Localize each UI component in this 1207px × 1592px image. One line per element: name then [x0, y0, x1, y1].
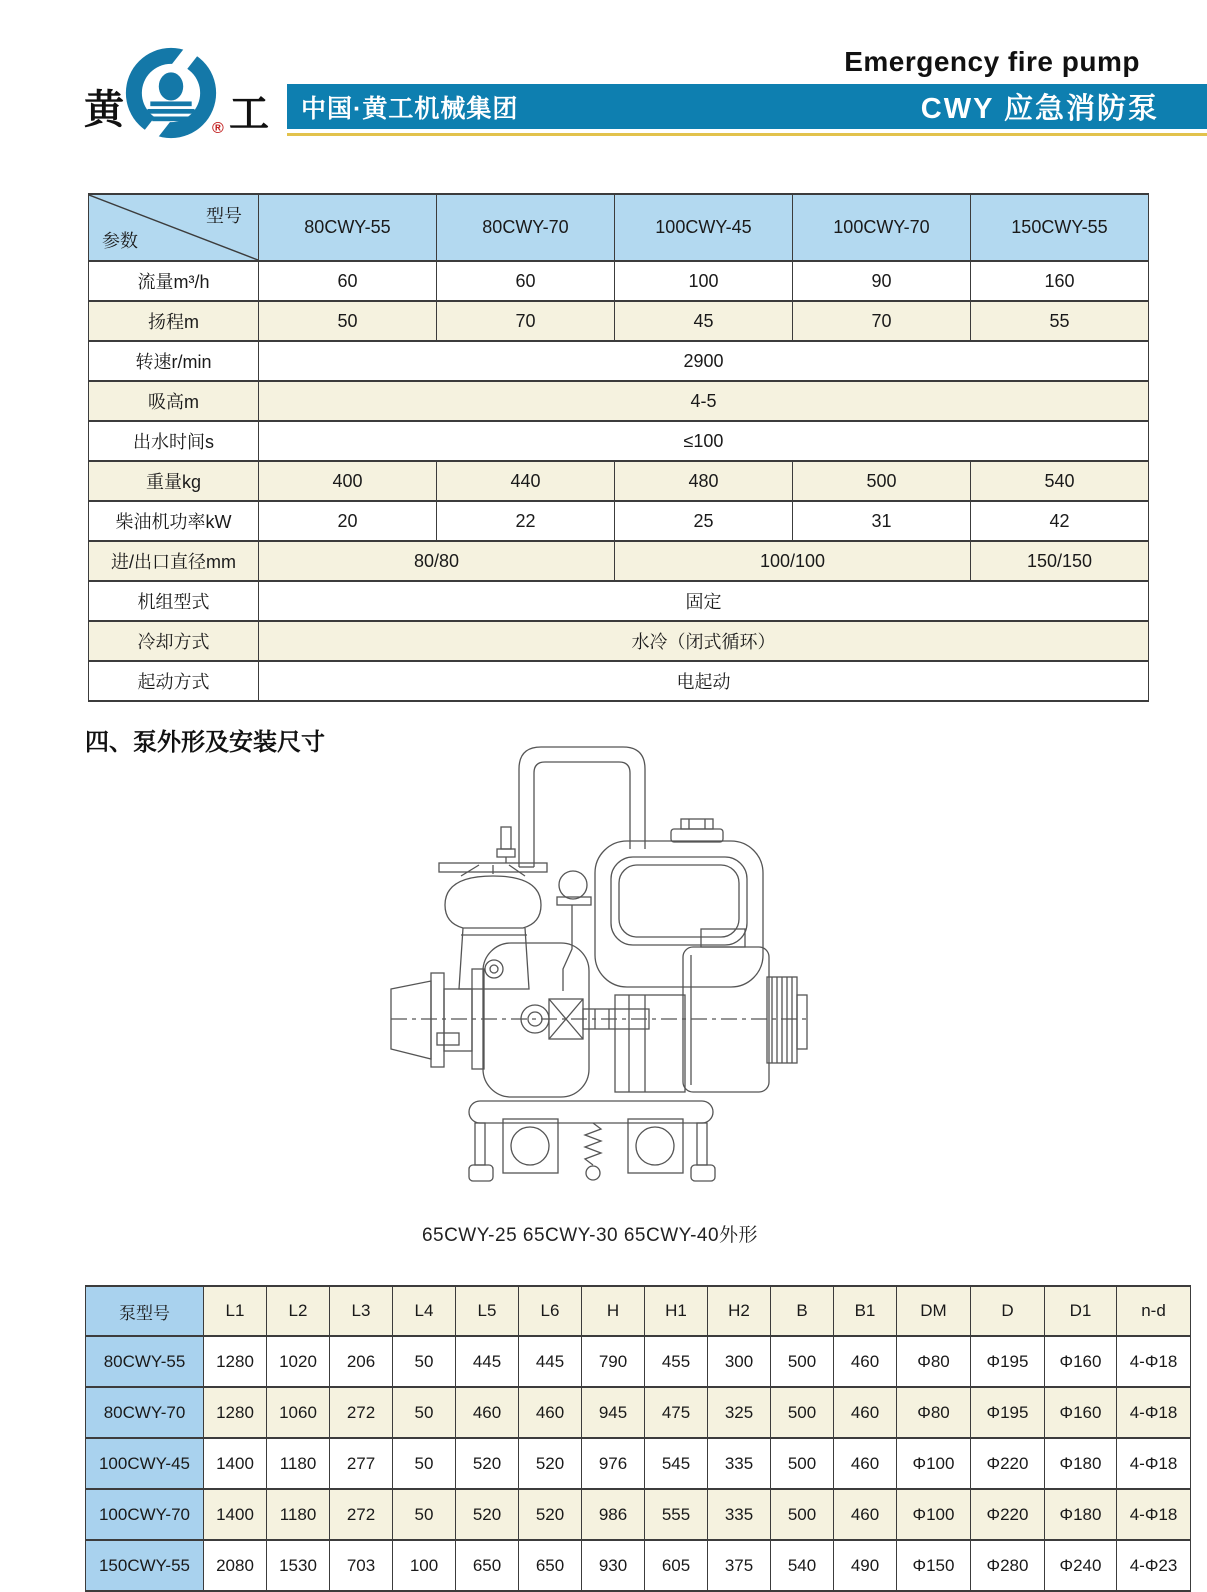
spec-value-cell: 80/80: [259, 541, 615, 581]
dim-column-header: L6: [519, 1286, 582, 1336]
dim-value-cell: 1530: [267, 1540, 330, 1591]
dim-value-cell: 460: [834, 1336, 897, 1387]
dim-value-cell: 500: [771, 1438, 834, 1489]
spec-value-cell: 2900: [259, 341, 1149, 381]
dim-value-cell: 50: [393, 1336, 456, 1387]
dim-value-cell: Φ160: [1045, 1387, 1117, 1438]
dim-value-cell: Φ220: [971, 1438, 1045, 1489]
spec-value-cell: 150/150: [971, 541, 1149, 581]
dim-value-cell: 1400: [204, 1489, 267, 1540]
spec-value-cell: 50: [259, 301, 437, 341]
dim-value-cell: 520: [519, 1438, 582, 1489]
dim-column-header: DM: [897, 1286, 971, 1336]
dim-value-cell: 2080: [204, 1540, 267, 1591]
corner-label-model: 型号: [206, 206, 242, 226]
logo-left-char: 黄: [84, 88, 124, 132]
corner-label-param: 参数: [102, 231, 138, 251]
pump-drawing: [383, 737, 815, 1185]
dim-value-cell: Φ180: [1045, 1489, 1117, 1540]
dim-value-cell: 650: [519, 1540, 582, 1591]
spec-value-cell: 500: [793, 461, 971, 501]
dim-value-cell: 445: [456, 1336, 519, 1387]
spec-row-label: 流量m³/h: [89, 261, 259, 301]
spec-row-label: 冷却方式: [89, 621, 259, 661]
dim-value-cell: Φ80: [897, 1336, 971, 1387]
dim-column-header: L2: [267, 1286, 330, 1336]
dim-value-cell: 4-Φ18: [1117, 1336, 1191, 1387]
dim-value-cell: 50: [393, 1489, 456, 1540]
dim-value-cell: 1280: [204, 1336, 267, 1387]
dim-value-cell: 976: [582, 1438, 645, 1489]
spec-row-label: 扬程m: [89, 301, 259, 341]
dim-value-cell: 1060: [267, 1387, 330, 1438]
dim-value-cell: 460: [456, 1387, 519, 1438]
spec-value-cell: ≤100: [259, 421, 1149, 461]
dim-row: [86, 1438, 1191, 1489]
spec-row: [89, 621, 1149, 661]
dim-column-header: D: [971, 1286, 1045, 1336]
dim-value-cell: 445: [519, 1336, 582, 1387]
dim-column-header: H: [582, 1286, 645, 1336]
spec-model-header: 100CWY-70: [793, 194, 971, 261]
spec-value-cell: 480: [615, 461, 793, 501]
spec-row-label: 柴油机功率kW: [89, 501, 259, 541]
dim-value-cell: Φ220: [971, 1489, 1045, 1540]
dim-value-cell: 500: [771, 1489, 834, 1540]
page-title-chinese: CWY 应急消防泵: [920, 93, 1159, 125]
logo-right-char: 工: [229, 92, 269, 136]
dim-column-header: B: [771, 1286, 834, 1336]
dim-value-cell: 520: [456, 1438, 519, 1489]
spec-value-cell: 60: [259, 261, 437, 301]
gold-divider: [287, 133, 1207, 136]
dim-value-cell: 1020: [267, 1336, 330, 1387]
dim-column-header: L1: [204, 1286, 267, 1336]
spec-value-cell: 70: [793, 301, 971, 341]
header-banner: [287, 84, 1207, 129]
spec-value-cell: 电起动: [259, 661, 1149, 701]
company-name: 中国·黄工机械集团: [301, 94, 519, 123]
spec-corner-cell: [89, 194, 259, 261]
dim-value-cell: Φ195: [971, 1387, 1045, 1438]
spec-value-cell: 90: [793, 261, 971, 301]
dim-model-cell: 100CWY-70: [86, 1489, 204, 1540]
dim-header-row: [86, 1286, 1191, 1336]
dim-value-cell: 520: [456, 1489, 519, 1540]
dim-value-cell: 790: [582, 1336, 645, 1387]
spec-model-header: 100CWY-45: [615, 194, 793, 261]
spec-value-cell: 20: [259, 501, 437, 541]
dim-value-cell: Φ195: [971, 1336, 1045, 1387]
spec-row-label: 重量kg: [89, 461, 259, 501]
spec-value-cell: 4-5: [259, 381, 1149, 421]
dim-value-cell: 1180: [267, 1438, 330, 1489]
dim-value-cell: 4-Φ23: [1117, 1540, 1191, 1591]
dim-value-cell: Φ100: [897, 1489, 971, 1540]
spec-value-cell: 42: [971, 501, 1149, 541]
dim-column-header: L5: [456, 1286, 519, 1336]
dim-value-cell: Φ150: [897, 1540, 971, 1591]
figure-caption: 65CWY-25 65CWY-30 65CWY-40外形: [421, 1225, 759, 1246]
dim-value-cell: 500: [771, 1387, 834, 1438]
dim-column-header: H2: [708, 1286, 771, 1336]
spec-value-cell: 25: [615, 501, 793, 541]
spec-value-cell: 160: [971, 261, 1149, 301]
dim-value-cell: Φ240: [1045, 1540, 1117, 1591]
spec-value-cell: 45: [615, 301, 793, 341]
dim-value-cell: 4-Φ18: [1117, 1438, 1191, 1489]
dim-value-cell: 1180: [267, 1489, 330, 1540]
spec-row: [89, 421, 1149, 461]
dim-value-cell: Φ280: [971, 1540, 1045, 1591]
dim-value-cell: 475: [645, 1387, 708, 1438]
spec-row-label: 转速r/min: [89, 341, 259, 381]
dim-value-cell: 460: [834, 1489, 897, 1540]
spec-table: [88, 193, 1149, 702]
dim-value-cell: 100: [393, 1540, 456, 1591]
dim-value-cell: 272: [330, 1489, 393, 1540]
spec-value-cell: 60: [437, 261, 615, 301]
dim-column-header: L3: [330, 1286, 393, 1336]
spec-value-cell: 固定: [259, 581, 1149, 621]
spec-row: [89, 661, 1149, 701]
dim-value-cell: 277: [330, 1438, 393, 1489]
dim-value-cell: 325: [708, 1387, 771, 1438]
dim-value-cell: 460: [834, 1438, 897, 1489]
spec-row: [89, 261, 1149, 301]
dim-value-cell: 335: [708, 1489, 771, 1540]
spec-model-header: 150CWY-55: [971, 194, 1149, 261]
spec-value-cell: 400: [259, 461, 437, 501]
dim-value-cell: Φ180: [1045, 1438, 1117, 1489]
dim-value-cell: 460: [834, 1387, 897, 1438]
dim-value-cell: 272: [330, 1387, 393, 1438]
dimension-table: [85, 1285, 1191, 1592]
section-title: 四、泵外形及安装尺寸: [85, 729, 325, 756]
dim-value-cell: 605: [645, 1540, 708, 1591]
dim-column-header: D1: [1045, 1286, 1117, 1336]
spec-value-cell: 55: [971, 301, 1149, 341]
dim-value-cell: 1400: [204, 1438, 267, 1489]
spec-row-label: 吸高m: [89, 381, 259, 421]
dim-value-cell: 930: [582, 1540, 645, 1591]
pump-outline-figure: [383, 737, 815, 1185]
dim-value-cell: 540: [771, 1540, 834, 1591]
registered-trademark-icon: ®: [212, 120, 224, 137]
dim-value-cell: 300: [708, 1336, 771, 1387]
dim-value-cell: Φ80: [897, 1387, 971, 1438]
spec-row-label: 出水时间s: [89, 421, 259, 461]
dim-row: [86, 1336, 1191, 1387]
dim-value-cell: 50: [393, 1438, 456, 1489]
dim-model-cell: 80CWY-70: [86, 1387, 204, 1438]
spec-value-cell: 水冷（闭式循环）: [259, 621, 1149, 661]
dim-model-cell: 150CWY-55: [86, 1540, 204, 1591]
dim-value-cell: 50: [393, 1387, 456, 1438]
dim-value-cell: 490: [834, 1540, 897, 1591]
dim-value-cell: 650: [456, 1540, 519, 1591]
spec-value-cell: 100/100: [615, 541, 971, 581]
spec-model-header: 80CWY-55: [259, 194, 437, 261]
dim-value-cell: 1280: [204, 1387, 267, 1438]
page-title-english: Emergency fire pump: [844, 46, 1140, 77]
dim-column-header: B1: [834, 1286, 897, 1336]
dim-value-cell: 520: [519, 1489, 582, 1540]
dim-value-cell: 455: [645, 1336, 708, 1387]
spec-row: [89, 341, 1149, 381]
dim-row: [86, 1387, 1191, 1438]
spec-model-header: 80CWY-70: [437, 194, 615, 261]
spec-value-cell: 540: [971, 461, 1149, 501]
dim-value-cell: 500: [771, 1336, 834, 1387]
dim-value-cell: 986: [582, 1489, 645, 1540]
spec-row-label: 进/出口直径mm: [89, 541, 259, 581]
spec-value-cell: 100: [615, 261, 793, 301]
dim-model-header: 泵型号: [86, 1286, 204, 1336]
spec-row: [89, 581, 1149, 621]
dim-row: [86, 1540, 1191, 1591]
spec-row: [89, 501, 1149, 541]
dim-column-header: L4: [393, 1286, 456, 1336]
dim-value-cell: 4-Φ18: [1117, 1387, 1191, 1438]
spec-value-cell: 22: [437, 501, 615, 541]
spec-row-label: 机组型式: [89, 581, 259, 621]
dim-value-cell: 545: [645, 1438, 708, 1489]
spec-value-cell: 31: [793, 501, 971, 541]
dim-value-cell: 555: [645, 1489, 708, 1540]
dim-model-cell: 80CWY-55: [86, 1336, 204, 1387]
company-logo-icon: [124, 46, 218, 140]
spec-row: [89, 301, 1149, 341]
spec-row: [89, 541, 1149, 581]
dim-value-cell: 375: [708, 1540, 771, 1591]
spec-row-label: 起动方式: [89, 661, 259, 701]
dim-value-cell: Φ160: [1045, 1336, 1117, 1387]
dim-row: [86, 1489, 1191, 1540]
spec-header-row: [89, 194, 1149, 261]
dim-column-header: H1: [645, 1286, 708, 1336]
dim-value-cell: 206: [330, 1336, 393, 1387]
dim-value-cell: Φ100: [897, 1438, 971, 1489]
spec-value-cell: 440: [437, 461, 615, 501]
dim-value-cell: 4-Φ18: [1117, 1489, 1191, 1540]
spec-row: [89, 461, 1149, 501]
spec-row: [89, 381, 1149, 421]
dim-value-cell: 460: [519, 1387, 582, 1438]
dim-model-cell: 100CWY-45: [86, 1438, 204, 1489]
dim-column-header: n-d: [1117, 1286, 1191, 1336]
dim-value-cell: 335: [708, 1438, 771, 1489]
spec-value-cell: 70: [437, 301, 615, 341]
dim-value-cell: 945: [582, 1387, 645, 1438]
dim-value-cell: 703: [330, 1540, 393, 1591]
